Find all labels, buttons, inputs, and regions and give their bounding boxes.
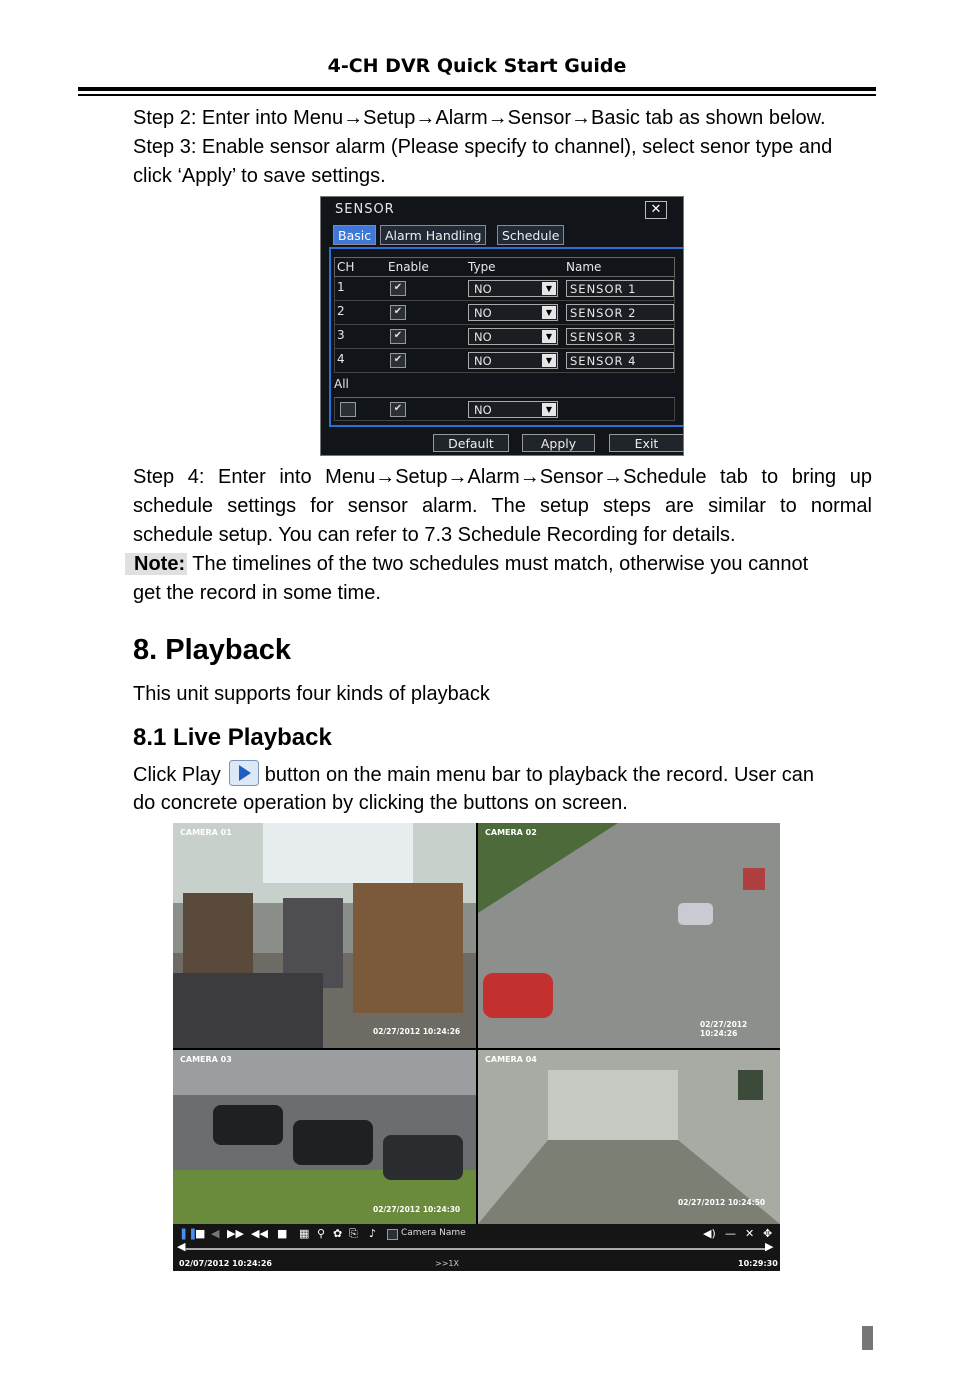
- row-ch: 4: [337, 352, 345, 366]
- highway-scene: [478, 823, 780, 1048]
- chevron-down-icon: ▼: [542, 354, 556, 367]
- zoom-icon[interactable]: ⚲: [317, 1227, 326, 1240]
- end-time: 10:29:30: [738, 1259, 778, 1268]
- camera-label: CAMERA 01: [180, 828, 232, 837]
- all-label: All: [334, 377, 349, 391]
- playback-control-bar: [173, 1224, 780, 1271]
- col-name: Name: [566, 260, 602, 274]
- enable-checkbox[interactable]: ✔: [390, 353, 406, 368]
- enable-checkbox[interactable]: ✔: [390, 305, 406, 320]
- camera-label: CAMERA 04: [485, 1055, 537, 1064]
- close-icon[interactable]: ✕: [645, 201, 667, 219]
- start-time: 02/07/2012 10:24:26: [179, 1259, 272, 1268]
- note-label: Note:: [125, 553, 187, 575]
- step2-text: Step 2: Enter into Menu→Setup→Alarm→Sensor→Basic tab as shown below.: [133, 107, 826, 129]
- col-ch: CH: [337, 260, 355, 274]
- exit-button[interactable]: Exit: [609, 434, 684, 452]
- step3-text-1: Step 3: Enable sensor alarm (Please specify to channel), select senor type and: [133, 136, 833, 158]
- type-select[interactable]: [468, 352, 558, 369]
- header-rule-thin: [78, 94, 876, 96]
- table-row: [334, 349, 675, 373]
- table-row: [334, 325, 675, 349]
- sensor-dialog: [320, 196, 684, 456]
- all-enable-checkbox[interactable]: ✔: [390, 402, 406, 417]
- type-value: NO: [474, 403, 492, 417]
- note-text-2: get the record in some time.: [133, 582, 381, 604]
- audio-icon[interactable]: ♪: [369, 1227, 377, 1240]
- play-icon: [229, 760, 259, 786]
- camera-timestamp: 02/27/2012 10:24:26: [700, 1020, 748, 1038]
- live-playback-text-1: [133, 760, 872, 790]
- camera-3-view[interactable]: [173, 1050, 476, 1224]
- camera-2-view[interactable]: [478, 823, 780, 1048]
- section-8-1-heading: 8.1 Live Playback: [133, 724, 332, 751]
- default-button[interactable]: Default: [433, 434, 509, 452]
- playback-screen: [173, 823, 780, 1271]
- chevron-down-icon: ▼: [542, 282, 556, 295]
- row-ch: 3: [337, 328, 345, 342]
- single-screen-icon[interactable]: ■: [277, 1227, 288, 1240]
- fast-forward-icon[interactable]: ▶▶: [227, 1227, 244, 1240]
- close-icon[interactable]: ✕: [745, 1227, 755, 1240]
- type-value: NO: [474, 354, 492, 368]
- header-rule-thick: [78, 87, 876, 91]
- sensor-panel: [329, 247, 684, 427]
- section-8-intro: This unit supports four kinds of playback: [133, 683, 490, 705]
- step3-text-2: click ‘Apply’ to save settings.: [133, 165, 386, 187]
- tab-schedule[interactable]: Schedule: [497, 225, 564, 245]
- stop-icon[interactable]: ■: [195, 1227, 206, 1240]
- tab-alarm-handling[interactable]: Alarm Handling: [380, 225, 486, 245]
- camera-name-label: Camera Name: [401, 1228, 466, 1238]
- step4-text-3: schedule setup. You can refer to 7.3 Schedule Recording for details.: [133, 524, 736, 546]
- all-ch-checkbox[interactable]: [340, 402, 356, 417]
- volume-icon[interactable]: ◀): [703, 1227, 716, 1240]
- chevron-down-icon: ▼: [542, 330, 556, 343]
- camera-timestamp: 02/27/2012 10:24:26: [373, 1027, 461, 1036]
- parking-scene: [173, 1050, 476, 1224]
- chevron-down-icon: ▼: [542, 306, 556, 319]
- name-field[interactable]: SENSOR 3: [566, 328, 674, 345]
- type-select[interactable]: [468, 280, 558, 297]
- type-select[interactable]: [468, 304, 558, 321]
- section-8-heading: 8. Playback: [133, 634, 291, 666]
- name-field[interactable]: SENSOR 1: [566, 280, 674, 297]
- type-select[interactable]: [468, 328, 558, 345]
- enable-checkbox[interactable]: ✔: [390, 329, 406, 344]
- camera-4-view[interactable]: [478, 1050, 780, 1224]
- table-row: [334, 301, 675, 325]
- step4-text-2: schedule settings for sensor alarm. The setup steps are similar to normal: [133, 495, 872, 517]
- quad-screen-icon[interactable]: ▦: [299, 1227, 310, 1240]
- table-header: [334, 257, 675, 277]
- type-value: NO: [474, 282, 492, 296]
- col-enable: Enable: [388, 260, 429, 274]
- all-type-select[interactable]: [468, 401, 558, 418]
- timeline-track[interactable]: [185, 1248, 768, 1250]
- name-field[interactable]: SENSOR 4: [566, 352, 674, 369]
- rewind-icon[interactable]: ◀: [211, 1227, 220, 1240]
- timeline-right-icon[interactable]: ▶: [765, 1240, 774, 1253]
- pause-icon[interactable]: ❚❚: [179, 1227, 198, 1240]
- camera-timestamp: 02/27/2012 10:24:50: [678, 1198, 766, 1207]
- dialog-title: SENSOR: [335, 202, 395, 217]
- row-ch: 2: [337, 304, 345, 318]
- click-play-text-rest: button on the main menu bar to playback the record. User can: [264, 764, 814, 786]
- step-back-icon[interactable]: ◀◀: [251, 1227, 268, 1240]
- note-body: The timelines of the two schedules must match, otherwise you cannot: [187, 553, 809, 575]
- name-field[interactable]: SENSOR 2: [566, 304, 674, 321]
- page-header-title: 4-CH DVR Quick Start Guide: [327, 55, 627, 77]
- row-ch: 1: [337, 280, 345, 294]
- speed-indicator: >>1X: [435, 1259, 459, 1268]
- snapshot-icon[interactable]: ⎘: [349, 1227, 358, 1240]
- page-marker: [862, 1326, 873, 1350]
- step4-text-1: Step 4: Enter into Menu→Setup→Alarm→Sensor→Schedule tab to bring up: [133, 466, 872, 488]
- chevron-down-icon: ▼: [542, 403, 556, 416]
- note-text: [133, 550, 872, 579]
- type-value: NO: [474, 306, 492, 320]
- minimize-icon[interactable]: —: [725, 1227, 736, 1240]
- timeline-left-icon[interactable]: ◀: [177, 1240, 186, 1253]
- type-value: NO: [474, 330, 492, 344]
- color-icon[interactable]: ✿: [333, 1227, 343, 1240]
- camera-timestamp: 02/27/2012 10:24:30: [373, 1205, 461, 1214]
- tab-basic[interactable]: Basic: [333, 225, 376, 245]
- live-playback-text-2: do concrete operation by clicking the buttons on screen.: [133, 792, 628, 814]
- camera-label: CAMERA 02: [485, 828, 537, 837]
- classroom-scene: [173, 823, 476, 1048]
- table-row: [334, 277, 675, 301]
- camera-name-checkbox[interactable]: [387, 1229, 398, 1240]
- enable-checkbox[interactable]: ✔: [390, 281, 406, 296]
- apply-button[interactable]: Apply: [522, 434, 595, 452]
- click-play-text: Click Play: [133, 764, 221, 786]
- all-row: [334, 397, 675, 421]
- move-icon[interactable]: ✥: [763, 1227, 773, 1240]
- camera-label: CAMERA 03: [180, 1055, 232, 1064]
- col-type: Type: [468, 260, 496, 274]
- camera-1-view[interactable]: [173, 823, 476, 1048]
